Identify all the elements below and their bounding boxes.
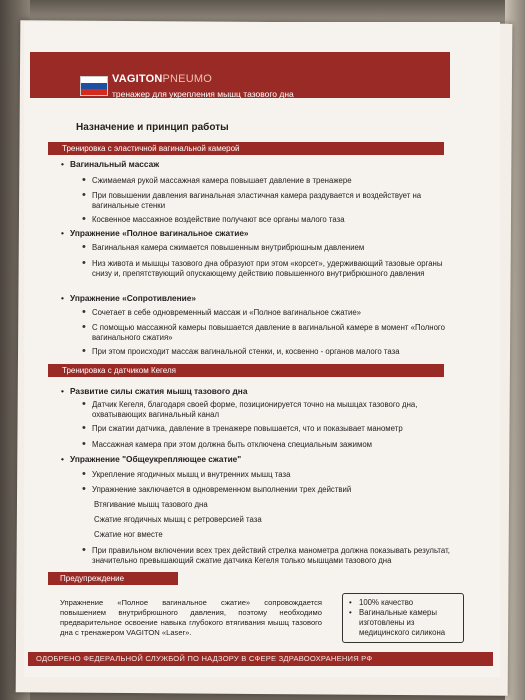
list-item: • Упражнение заключается в одновременном выполнении трех действий xyxy=(92,485,452,495)
list-item: • Сочетает в себе одновременный массаж и «Полное вагинальное сжатие» xyxy=(92,308,452,318)
item-heading-resistance: • Упражнение «Сопротивление» xyxy=(70,293,196,303)
page-title: Назначение и принцип работы xyxy=(76,122,229,133)
sub-item: Сжатие ног вместе xyxy=(94,530,163,539)
item-heading-general-squeeze: • Упражнение "Общеукрепляющее сжатие" xyxy=(70,454,241,464)
list-item: • Укрепление ягодичных мышц и внутренних мышц таза xyxy=(92,470,452,480)
russian-flag-icon xyxy=(80,76,108,96)
item-heading-strength: • Развитие силы сжатия мышц тазового дна xyxy=(70,386,247,396)
quality-item: • Вагинальные камеры изготовлены из медицинского силикона xyxy=(349,608,457,638)
brand-tagline: тренажер для укрепления мышц тазового дна xyxy=(112,89,294,99)
sub-item: Втягивание мышц тазового дна xyxy=(94,500,208,509)
list-item: • Датчик Кегеля, благодаря своей форме, позиционируется точно на мышцах тазового дна, охватывающих вагинальный канал xyxy=(92,400,452,420)
list-item: • При повышении давления вагинальная эластичная камера раздувается и воздействует на вагинальные стенки xyxy=(92,191,452,211)
item-heading-massage: • Вагинальный массаж xyxy=(70,159,159,169)
quality-box xyxy=(342,593,464,643)
list-item: • При правильном включении всех трех действий стрелка манометра должна показывать результат, значительно превышающий сжатие датчика Кегеля только мышцами тазового дна xyxy=(92,546,452,566)
item-heading-full-squeeze: • Упражнение «Полное вагинальное сжатие» xyxy=(70,228,249,238)
warning-bar: Предупреждение xyxy=(48,572,178,585)
quality-item: • 100% качество xyxy=(349,598,457,608)
list-item: • Низ живота и мышцы тазового дна образуют при этом «корсет», удерживающий тазовые органы снизу и, препятствующий опускающему действию повышенного внутрибрюшного давления xyxy=(92,259,452,279)
sub-item: Сжатие ягодичных мышц с ретроверсией таза xyxy=(94,515,262,524)
section-bar-kegel: Тренировка с датчиком Кегеля xyxy=(48,364,444,377)
brand-main: VAGITON xyxy=(112,73,163,85)
brand-accent: PNEUMO xyxy=(162,73,212,85)
list-item: • При этом происходит массаж вагинальной стенки, и, косвенно - органов малого таза xyxy=(92,347,452,357)
list-item: • Косвенное массажное воздействие получают все органы малого таза xyxy=(92,215,452,225)
list-item: • При сжатии датчика, давление в тренажере повышается, что и показывает манометр xyxy=(92,424,452,434)
brand-name xyxy=(112,73,212,85)
list-item: • С помощью массажной камеры повышается давление в вагинальной камере в момент «Полного вагинального сжатия» xyxy=(92,323,452,343)
warning-text: Упражнение «Полное вагинальное сжатие» сопровождается повышением внутрибрюшного давления, поэтому необходимо предварительное освоение навыка глубокого втягивания мышц тазового дна с тренажером VAGITON «Laser». xyxy=(60,598,322,637)
approval-footer: ОДОБРЕНО ФЕДЕРАЛЬНОЙ СЛУЖБОЙ ПО НАДЗОРУ В СФЕРЕ ЗДРАВООХРАНЕНИЯ РФ xyxy=(28,652,493,666)
list-item: • Сжимаемая рукой массажная камера повышает давление в тренажере xyxy=(92,176,452,186)
section-bar-elastic: Тренировка с эластичной вагинальной камерой xyxy=(48,142,444,155)
list-item: • Вагинальная камера сжимается повышенным внутрибрюшным давлением xyxy=(92,243,452,253)
list-item: • Массажная камера при этом должна быть отключена специальным зажимом xyxy=(92,440,452,450)
